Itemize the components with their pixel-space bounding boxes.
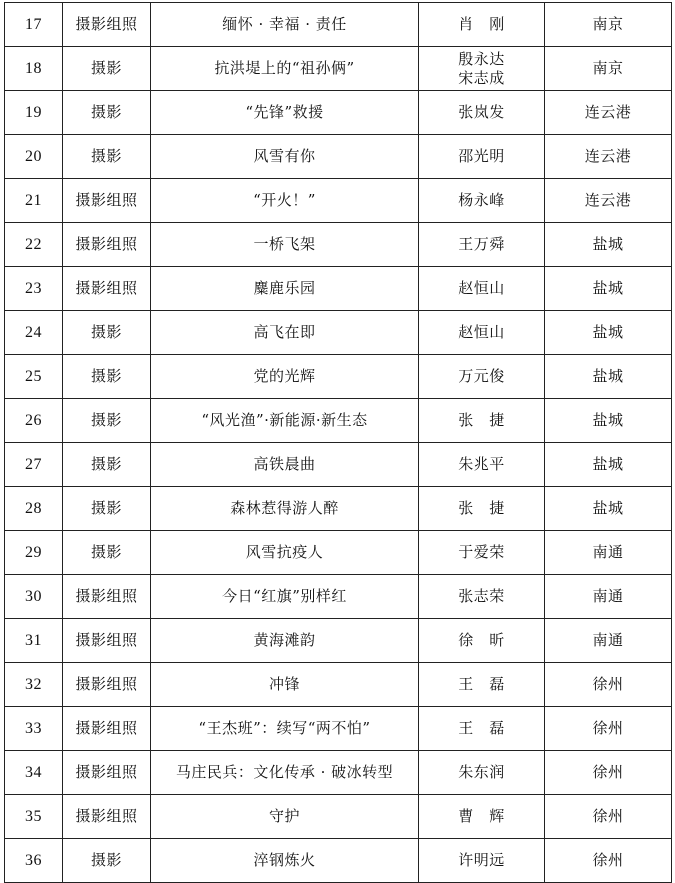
city-cell: 盐城 (545, 223, 672, 267)
row-number-cell: 19 (5, 91, 63, 135)
category-cell: 摄影组照 (63, 707, 151, 751)
row-number-cell: 34 (5, 751, 63, 795)
work-title-cell: “风光渔”·新能源·新生态 (151, 399, 419, 443)
row-number-cell: 27 (5, 443, 63, 487)
work-title-cell: 一桥飞架 (151, 223, 419, 267)
table-row (5, 355, 672, 399)
work-title-cell: 麋鹿乐园 (151, 267, 419, 311)
category-cell: 摄影组照 (63, 619, 151, 663)
city-cell: 徐州 (545, 707, 672, 751)
city-cell: 盐城 (545, 443, 672, 487)
work-title-cell: 抗洪堤上的“祖孙俩” (151, 47, 419, 91)
work-title-cell: 今日“红旗”别样红 (151, 575, 419, 619)
city-cell: 徐州 (545, 839, 672, 883)
row-number-cell: 25 (5, 355, 63, 399)
table-row (5, 91, 672, 135)
city-cell: 徐州 (545, 663, 672, 707)
awards-table (4, 2, 672, 883)
table-row (5, 487, 672, 531)
work-title-cell: 森林惹得游人醉 (151, 487, 419, 531)
city-cell: 徐州 (545, 795, 672, 839)
author-cell (419, 707, 545, 751)
author-cell (419, 839, 545, 883)
author-cell (419, 487, 545, 531)
table-row (5, 663, 672, 707)
author-name: 朱东润 (458, 763, 505, 781)
table-row (5, 839, 672, 883)
category-cell: 摄影组照 (63, 751, 151, 795)
row-number-cell: 29 (5, 531, 63, 575)
city-cell: 南京 (545, 3, 672, 47)
row-number-cell: 23 (5, 267, 63, 311)
city-cell: 连云港 (545, 179, 672, 223)
author-cell (419, 91, 545, 135)
table-row (5, 707, 672, 751)
category-cell: 摄影 (63, 355, 151, 399)
author-name: 王 磊 (458, 719, 505, 737)
table-row (5, 795, 672, 839)
row-number-cell: 18 (5, 47, 63, 91)
work-title-cell: 风雪有你 (151, 135, 419, 179)
work-title-cell: 冲锋 (151, 663, 419, 707)
author-name: 曹 辉 (458, 807, 505, 825)
author-cell (419, 663, 545, 707)
work-title-cell: “先锋”救援 (151, 91, 419, 135)
author-name: 张 捷 (458, 499, 505, 517)
work-title-cell: 守护 (151, 795, 419, 839)
work-title-cell: 淬钢炼火 (151, 839, 419, 883)
work-title-cell: 高铁晨曲 (151, 443, 419, 487)
table-row (5, 47, 672, 91)
author-name: 杨永峰 (458, 191, 505, 209)
category-cell: 摄影组照 (63, 3, 151, 47)
table-row (5, 751, 672, 795)
category-cell: 摄影 (63, 487, 151, 531)
author-name: 张志荣 (458, 587, 505, 605)
work-title-cell: “开火！” (151, 179, 419, 223)
row-number-cell: 17 (5, 3, 63, 47)
author-name: 万元俊 (458, 367, 505, 385)
city-cell: 徐州 (545, 751, 672, 795)
author-name: 王万舜 (458, 235, 505, 253)
author-cell (419, 267, 545, 311)
author-cell (419, 575, 545, 619)
row-number-cell: 32 (5, 663, 63, 707)
author-name: 张 捷 (458, 411, 505, 429)
author-name: 赵恒山 (458, 323, 505, 341)
row-number-cell: 20 (5, 135, 63, 179)
author-name: 朱兆平 (458, 455, 505, 473)
work-title-cell: 党的光辉 (151, 355, 419, 399)
author-name: 赵恒山 (458, 279, 505, 297)
category-cell: 摄影组照 (63, 267, 151, 311)
city-cell: 盐城 (545, 487, 672, 531)
category-cell: 摄影组照 (63, 795, 151, 839)
row-number-cell: 33 (5, 707, 63, 751)
city-cell: 盐城 (545, 355, 672, 399)
city-cell: 盐城 (545, 311, 672, 355)
author-name: 于爱荣 (458, 543, 505, 561)
table-row (5, 267, 672, 311)
author-cell (419, 135, 545, 179)
row-number-cell: 26 (5, 399, 63, 443)
author-name: 殷永达 (458, 49, 505, 68)
author-cell (419, 47, 545, 91)
city-cell: 盐城 (545, 267, 672, 311)
table-row (5, 443, 672, 487)
author-cell (419, 795, 545, 839)
row-number-cell: 22 (5, 223, 63, 267)
category-cell: 摄影组照 (63, 223, 151, 267)
table-body (5, 3, 672, 883)
row-number-cell: 24 (5, 311, 63, 355)
city-cell: 南京 (545, 47, 672, 91)
category-cell: 摄影 (63, 531, 151, 575)
work-title-cell: 缅怀 · 幸福 · 责任 (151, 3, 419, 47)
author-cell (419, 531, 545, 575)
category-cell: 摄影组照 (63, 663, 151, 707)
author-cell (419, 223, 545, 267)
table-row (5, 311, 672, 355)
table-row (5, 223, 672, 267)
category-cell: 摄影组照 (63, 575, 151, 619)
table-row (5, 179, 672, 223)
city-cell: 连云港 (545, 91, 672, 135)
author-cell (419, 311, 545, 355)
table-row (5, 3, 672, 47)
author-cell (419, 179, 545, 223)
row-number-cell: 21 (5, 179, 63, 223)
row-number-cell: 36 (5, 839, 63, 883)
table-row (5, 531, 672, 575)
row-number-cell: 31 (5, 619, 63, 663)
work-title-cell: 黄海滩韵 (151, 619, 419, 663)
city-cell: 盐城 (545, 399, 672, 443)
row-number-cell: 35 (5, 795, 63, 839)
author-cell (419, 355, 545, 399)
city-cell: 连云港 (545, 135, 672, 179)
category-cell: 摄影 (63, 47, 151, 91)
author-cell (419, 751, 545, 795)
category-cell: 摄影组照 (63, 179, 151, 223)
table-row (5, 619, 672, 663)
author-name: 许明远 (458, 851, 505, 869)
city-cell: 南通 (545, 619, 672, 663)
table-row (5, 399, 672, 443)
author-name: 邵光明 (458, 147, 505, 165)
category-cell: 摄影 (63, 839, 151, 883)
work-title-cell: 马庄民兵：文化传承 · 破冰转型 (151, 751, 419, 795)
row-number-cell: 30 (5, 575, 63, 619)
category-cell: 摄影 (63, 311, 151, 355)
author-name: 徐 昕 (458, 631, 505, 649)
work-title-cell: “王杰班”：续写“两不怕” (151, 707, 419, 751)
author-name: 宋志成 (458, 68, 505, 87)
category-cell: 摄影 (63, 135, 151, 179)
author-name: 张岚发 (458, 103, 505, 121)
author-name: 肖 刚 (458, 15, 505, 33)
table-row (5, 575, 672, 619)
author-name: 王 磊 (458, 675, 505, 693)
author-cell (419, 3, 545, 47)
city-cell: 南通 (545, 575, 672, 619)
author-cell (419, 399, 545, 443)
category-cell: 摄影 (63, 91, 151, 135)
row-number-cell: 28 (5, 487, 63, 531)
city-cell: 南通 (545, 531, 672, 575)
author-cell (419, 443, 545, 487)
work-title-cell: 风雪抗疫人 (151, 531, 419, 575)
author-cell (419, 619, 545, 663)
category-cell: 摄影 (63, 399, 151, 443)
category-cell: 摄影 (63, 443, 151, 487)
table-row (5, 135, 672, 179)
work-title-cell: 高飞在即 (151, 311, 419, 355)
